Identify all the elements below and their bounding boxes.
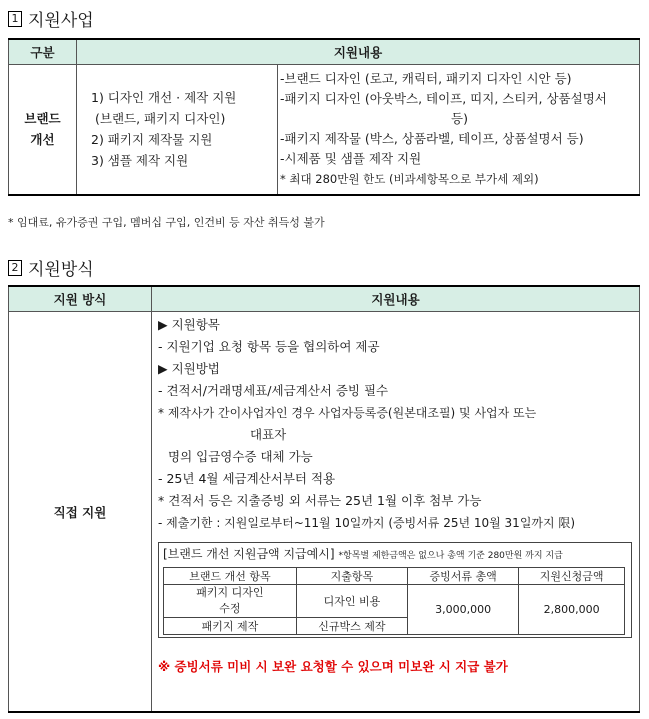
header-content-2: 지원내용 — [152, 286, 640, 312]
content-line-4: - 견적서/거래명세표/세금계산서 증빙 필수 — [158, 383, 389, 398]
section2-number: 2 — [8, 260, 22, 276]
content-line-6: 대표자 — [250, 427, 287, 442]
payment-example-table — [163, 567, 625, 635]
support-method-table — [8, 285, 640, 713]
payment-example-note: *항목별 제한금액은 없으나 총액 기준 280만원 까지 지급 — [338, 551, 563, 561]
example-row1-item-line2: 수정 — [219, 602, 241, 615]
content-line-5: * 제작사가 간이사업자인 경우 사업자등록증(원본대조필) 및 사업자 또는 — [158, 406, 537, 420]
example-row1-item — [164, 585, 297, 618]
detail-1: -브랜드 디자인 (로고, 캐릭터, 패키지 디자인 시안 등) — [280, 71, 572, 87]
content-line-7: 명의 입금영수증 대체 가능 — [168, 449, 313, 464]
payment-example-title: [브랜드 개선 지원금액 지급예시] — [163, 547, 335, 561]
header-method: 지원 방식 — [9, 286, 152, 312]
item-1: 1) 디자인 개선 · 제작 지원 — [91, 90, 237, 106]
category-cell — [9, 65, 77, 195]
method-cell: 직접 지원 — [9, 312, 152, 713]
section1-title-text: 지원사업 — [28, 11, 94, 31]
category-line-1: 브랜드 — [24, 111, 61, 127]
detail-3: -패키지 제작물 (박스, 상품라벨, 테이프, 상품설명서 등) — [280, 131, 584, 147]
item-2: 2) 패키지 제작물 지원 — [91, 132, 213, 148]
items-cell — [77, 65, 278, 195]
example-header-request: 지원신청금액 — [519, 568, 625, 585]
section2-title-text: 지원방식 — [28, 260, 94, 280]
detail-4: -시제품 및 샘플 제작 지원 — [280, 151, 422, 167]
detail-2: -패키지 디자인 (아웃박스, 테이프, 띠지, 스티커, 상품설명서 — [280, 91, 607, 107]
item-1-sub: (브랜드, 패키지 디자인) — [95, 111, 226, 127]
category-line-2: 개선 — [30, 132, 55, 148]
details-cell — [278, 65, 640, 195]
item-3: 3) 샘플 제작 지원 — [91, 153, 189, 169]
header-content: 지원내용 — [77, 39, 640, 65]
section1-note: * 임대료, 유가증권 구입, 멤버십 구입, 인건비 등 자산 취득성 불가 — [8, 216, 325, 229]
example-row2-item: 패키지 제작 — [164, 618, 297, 635]
payment-example-header — [163, 545, 627, 565]
detail-5: * 최대 280만원 한도 (비과세항목으로 부가세 제외) — [280, 172, 539, 187]
example-header-total: 증빙서류 총액 — [408, 568, 519, 585]
content-line-1: ▶ 지원항목 — [158, 317, 220, 332]
section1-number: 1 — [8, 11, 22, 27]
example-row1-item-line1: 패키지 디자인 — [196, 586, 264, 599]
content-line-2: - 지원기업 요청 항목 등을 협의하여 제공 — [158, 339, 380, 354]
warning-text: ※ 증빙서류 미비 시 보완 요청할 수 있으며 미보완 시 지급 불가 — [158, 659, 508, 674]
example-total-value: 3,000,000 — [408, 585, 519, 635]
section1-title — [8, 6, 94, 31]
example-header-expense: 지출항목 — [296, 568, 407, 585]
example-row2-expense: 신규박스 제작 — [296, 618, 407, 635]
detail-2-cont: 등) — [451, 111, 468, 127]
example-header-item: 브랜드 개선 항목 — [164, 568, 297, 585]
example-row1-expense: 디자인 비용 — [296, 585, 407, 618]
header-category: 구분 — [9, 39, 77, 65]
content-line-3: ▶ 지원방법 — [158, 361, 220, 376]
content-line-10: - 제출기한 : 지원일로부터~11월 10일까지 (증빙서류 25년 10월 31일까지 限) — [158, 516, 576, 530]
content-line-8: - 25년 4월 세금계산서부터 적용 — [158, 471, 336, 486]
payment-example-box — [158, 542, 632, 638]
section2-title — [8, 255, 94, 280]
support-business-table — [8, 38, 640, 196]
method-content-cell — [152, 312, 640, 713]
content-line-9: * 견적서 등은 지출증빙 외 서류는 25년 1월 이후 첨부 가능 — [158, 493, 482, 508]
example-request-value: 2,800,000 — [519, 585, 625, 635]
